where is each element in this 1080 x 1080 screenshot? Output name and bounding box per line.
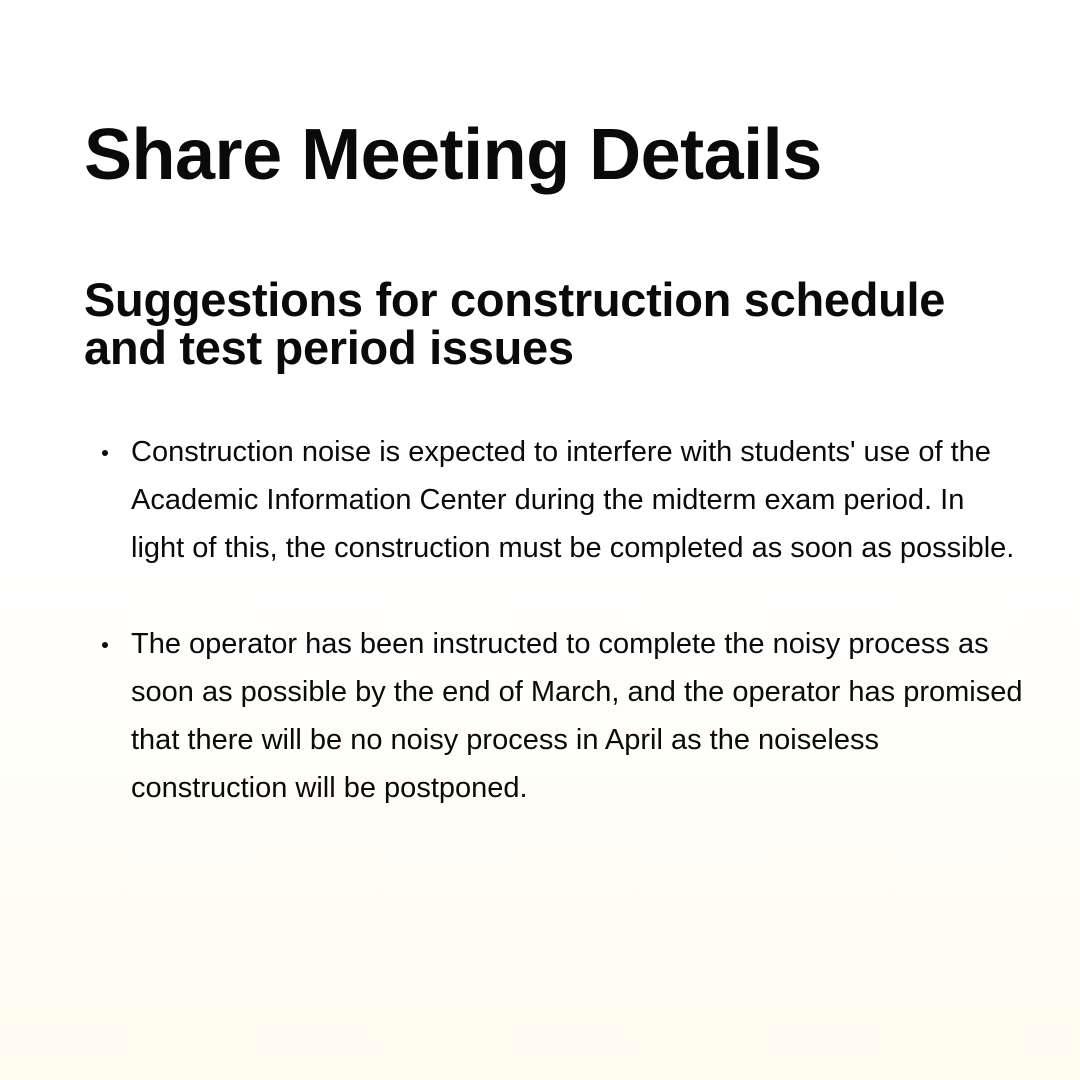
- list-item: [84, 620, 1024, 812]
- bullet-list: [84, 428, 1024, 860]
- bullet-icon: [102, 450, 108, 456]
- page-title: Share Meeting Details: [84, 115, 822, 195]
- list-item: [84, 428, 1024, 572]
- section-subtitle: Suggestions for construction schedule and test period issues: [84, 273, 946, 374]
- bullet-icon: [102, 642, 108, 648]
- bullet-text: Construction noise is expected to interfere with students' use of the Academic Information Center during the midterm exam period. In light of this, the construction must be completed as soon as possible.: [131, 436, 1015, 564]
- bullet-text: The operator has been instructed to complete the noisy process as soon as possible by the end of March, and the operator has promised that there will be no noisy process in April as the noiseless construction will be postponed.: [131, 628, 1023, 804]
